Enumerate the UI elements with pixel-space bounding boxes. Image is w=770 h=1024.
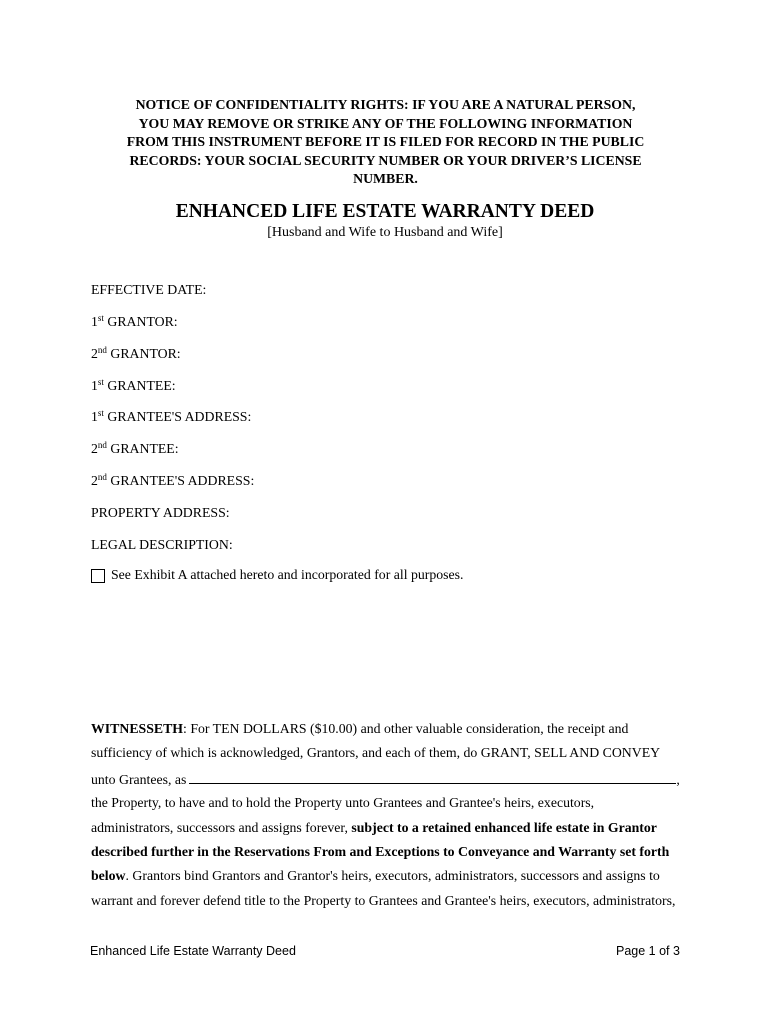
- ordinal-number: 2: [91, 473, 98, 488]
- ordinal-suffix: st: [97, 408, 104, 418]
- ordinal-number: 1: [91, 314, 98, 329]
- exhibit-checkbox[interactable]: [91, 569, 105, 583]
- notice-line: FROM THIS INSTRUMENT BEFORE IT IS FILED FOR RECORD IN THE PUBLIC: [126, 134, 645, 150]
- field-grantee-1: [91, 378, 176, 394]
- exhibit-label: See Exhibit A attached hereto and incorporated for all purposes.: [111, 567, 464, 582]
- grantee-tenancy-blank[interactable]: [189, 770, 676, 784]
- field-grantee-2-address: [91, 473, 254, 489]
- ordinal-number: 1: [91, 378, 98, 393]
- body-line: warrant and forever defend title to the Property to Grantees and Grantee's heirs, executors, administrators,: [91, 893, 676, 908]
- field-label: GRANTOR:: [103, 314, 178, 329]
- field-grantor-1: [91, 314, 178, 330]
- body-bold-text: below: [91, 868, 126, 883]
- notice-line: NOTICE OF CONFIDENTIALITY RIGHTS: IF YOU ARE A NATURAL PERSON,: [135, 97, 636, 112]
- field-grantee-2: [91, 441, 179, 457]
- field-legal-description: LEGAL DESCRIPTION:: [91, 537, 233, 552]
- field-label: GRANTEE:: [103, 378, 176, 393]
- notice-line: YOU MAY REMOVE OR STRIKE ANY OF THE FOLLOWING INFORMATION: [138, 115, 633, 131]
- ordinal-number: 2: [91, 441, 98, 456]
- field-label: GRANTOR:: [106, 346, 181, 361]
- field-effective-date: EFFECTIVE DATE:: [91, 282, 207, 297]
- body-line: [91, 721, 628, 737]
- body-line: described further in the Reservations From and Exceptions to Conveyance and Warranty set forth: [91, 844, 670, 859]
- body-line: the Property, to have and to hold the Property unto Grantees and Grantee's heirs, executors,: [91, 795, 595, 810]
- notice-line: NUMBER.: [353, 171, 418, 187]
- document-subtitle: [Husband and Wife to Husband and Wife]: [267, 225, 503, 240]
- ordinal-suffix: st: [97, 313, 104, 323]
- witnesseth-heading: WITNESSETH: [91, 721, 184, 736]
- footer-page-number: Page 1 of 3: [616, 944, 680, 958]
- field-grantee-1-address: [91, 409, 251, 425]
- ordinal-suffix: nd: [97, 440, 107, 450]
- ordinal-suffix: nd: [97, 472, 107, 482]
- field-grantor-2: [91, 346, 181, 362]
- body-line: [91, 770, 680, 788]
- ordinal-suffix: st: [97, 377, 104, 387]
- field-label: GRANTEE:: [106, 441, 179, 456]
- body-text: : For TEN DOLLARS ($10.00) and other valuable consideration, the receipt and: [183, 721, 629, 736]
- body-text: . Grantors bind Grantors and Grantor's heirs, executors, administrators, successors and assigns to: [125, 868, 660, 883]
- ordinal-number: 2: [91, 346, 98, 361]
- body-text: ,: [676, 772, 680, 787]
- body-line: [91, 820, 657, 836]
- body-text: administrators, successors and assigns forever,: [91, 820, 352, 835]
- field-label: GRANTEE'S ADDRESS:: [103, 409, 252, 424]
- body-line: [91, 868, 660, 884]
- field-property-address: PROPERTY ADDRESS:: [91, 505, 230, 520]
- exhibit-option[interactable]: [91, 567, 463, 583]
- ordinal-suffix: nd: [97, 345, 107, 355]
- notice-line: RECORDS: YOUR SOCIAL SECURITY NUMBER OR YOUR DRIVER’S LICENSE: [129, 152, 642, 168]
- field-label: GRANTEE'S ADDRESS:: [106, 473, 255, 488]
- body-bold-text: subject to a retained enhanced life estate in Grantor: [351, 820, 657, 835]
- ordinal-number: 1: [91, 409, 98, 424]
- document-title: ENHANCED LIFE ESTATE WARRANTY DEED: [175, 201, 595, 222]
- footer-document-name: Enhanced Life Estate Warranty Deed: [90, 944, 296, 958]
- body-text: unto Grantees, as: [91, 772, 187, 787]
- confidentiality-notice: [98, 96, 673, 189]
- body-line: sufficiency of which is acknowledged, Grantors, and each of them, do GRANT, SELL AND CONVEY: [91, 745, 661, 760]
